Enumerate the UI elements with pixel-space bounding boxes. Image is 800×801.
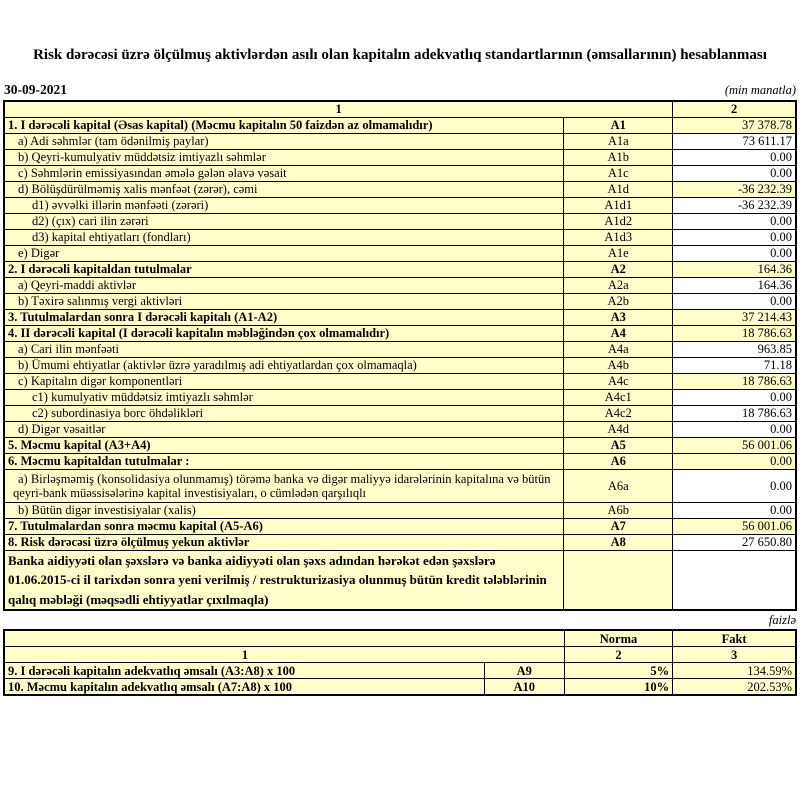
row-label: e) Digər bbox=[4, 245, 564, 261]
row-code: A4 bbox=[564, 325, 673, 341]
row-value: 0.00 bbox=[673, 453, 796, 469]
table-row bbox=[4, 133, 796, 149]
row-code: A4c2 bbox=[564, 405, 673, 421]
row-code: A5 bbox=[564, 437, 673, 453]
table-row bbox=[4, 309, 796, 325]
row-value: 18 786.63 bbox=[673, 405, 796, 421]
ratio-row-norma-value: 10% bbox=[564, 679, 672, 696]
row-label: c) Kapitalın digər komponentləri bbox=[4, 373, 564, 389]
ratio-row-code: A9 bbox=[484, 663, 564, 679]
ratio-column-number-2: 2 bbox=[564, 647, 672, 663]
row-value: 0.00 bbox=[673, 229, 796, 245]
table-row bbox=[4, 293, 796, 309]
row-value: 18 786.63 bbox=[673, 325, 796, 341]
row-value: 0.00 bbox=[673, 213, 796, 229]
row-label: d) Bölüşdürülməmiş xalis mənfəət (zərər), cəmi bbox=[4, 181, 564, 197]
row-value: 0.00 bbox=[673, 165, 796, 181]
capital-table-header-row bbox=[4, 101, 796, 118]
ratio-row-fakt-value: 202.53% bbox=[673, 679, 796, 696]
table-row bbox=[4, 550, 796, 610]
ratio-column-number-3: 3 bbox=[673, 647, 796, 663]
row-label: b) Bütün digər investisiyalar (xalis) bbox=[4, 502, 564, 518]
row-code: A1d bbox=[564, 181, 673, 197]
table-row bbox=[4, 149, 796, 165]
row-value: 0.00 bbox=[673, 469, 796, 502]
row-value: 18 786.63 bbox=[673, 373, 796, 389]
row-value: 0.00 bbox=[673, 245, 796, 261]
ratio-table-number-row bbox=[4, 647, 796, 663]
row-label: a) Birləşməmiş (konsolidasiya olunmamış) törəmə banka və digər maliyyə idarələrinin kapitalına və bütün qeyri-bank müəssisələrinə kapital investisiyaları, o cümlədən qarşılıqlı bbox=[4, 469, 564, 502]
table-row bbox=[4, 181, 796, 197]
row-code: A7 bbox=[564, 518, 673, 534]
row-code: A1c bbox=[564, 165, 673, 181]
row-value: 963.85 bbox=[673, 341, 796, 357]
row-code: A1e bbox=[564, 245, 673, 261]
row-code: A2b bbox=[564, 293, 673, 309]
row-value: 164.36 bbox=[673, 277, 796, 293]
row-code: A2 bbox=[564, 261, 673, 277]
row-code: A1 bbox=[564, 117, 673, 133]
ratio-table-row bbox=[4, 679, 796, 696]
row-value: 0.00 bbox=[673, 149, 796, 165]
row-code bbox=[564, 550, 673, 610]
table-row bbox=[4, 357, 796, 373]
row-label: b) Təxirə salınmış vergi aktivləri bbox=[4, 293, 564, 309]
table-row bbox=[4, 405, 796, 421]
row-label: d1) əvvəlki illərin mənfəəti (zərəri) bbox=[4, 197, 564, 213]
percent-note: faizlə bbox=[768, 613, 796, 627]
table-row bbox=[4, 117, 796, 133]
row-label: 1. I dərəcəli kapital (Əsas kapital) (Məcmu kapitalın 50 faizdən az olmamalıdır) bbox=[4, 117, 564, 133]
row-code: A6a bbox=[564, 469, 673, 502]
row-value: -36 232.39 bbox=[673, 181, 796, 197]
row-label: a) Adi səhmlər (tam ödənilmiş paylar) bbox=[4, 133, 564, 149]
row-code: A4c1 bbox=[564, 389, 673, 405]
capital-table bbox=[3, 100, 797, 612]
ratio-column-number-1: 1 bbox=[4, 647, 564, 663]
ratio-table-row bbox=[4, 663, 796, 679]
row-label: 3. Tutulmalardan sonra I dərəcəli kapitalı (A1-A2) bbox=[4, 309, 564, 325]
table-row bbox=[4, 469, 796, 502]
row-value: 73 611.17 bbox=[673, 133, 796, 149]
row-code: A2a bbox=[564, 277, 673, 293]
row-label: d) Digər vəsaitlər bbox=[4, 421, 564, 437]
row-label: 6. Məcmu kapitaldan tutulmalar : bbox=[4, 453, 564, 469]
row-label: b) Ümumi ehtiyatlar (aktivlər üzrə yaradılmış adi ehtiyatlardan çox olmamaqla) bbox=[4, 357, 564, 373]
row-code: A6 bbox=[564, 453, 673, 469]
table-row bbox=[4, 277, 796, 293]
row-label: c1) kumulyativ müddətsiz imtiyazlı səhmlər bbox=[4, 389, 564, 405]
ratio-row-fakt-value: 134.59% bbox=[673, 663, 796, 679]
row-label: 2. I dərəcəli kapitaldan tutulmalar bbox=[4, 261, 564, 277]
table-row bbox=[4, 534, 796, 550]
fakt-column-header: Fakt bbox=[673, 630, 796, 647]
ratio-row-code: A10 bbox=[484, 679, 564, 696]
row-code: A1b bbox=[564, 149, 673, 165]
ratio-table-header-row bbox=[4, 630, 796, 647]
row-value: 0.00 bbox=[673, 421, 796, 437]
row-value: 71.18 bbox=[673, 357, 796, 373]
meta-row bbox=[3, 82, 797, 98]
table-row bbox=[4, 325, 796, 341]
row-label: d3) kapital ehtiyatları (fondları) bbox=[4, 229, 564, 245]
unit-note: (min manatla) bbox=[724, 82, 796, 97]
table-row bbox=[4, 341, 796, 357]
column-header-2: 2 bbox=[673, 101, 796, 118]
table-row bbox=[4, 165, 796, 181]
row-label: a) Cari ilin mənfəəti bbox=[4, 341, 564, 357]
row-label: 4. II dərəcəli kapital (I dərəcəli kapitalın məbləğindən çox olmamalıdır) bbox=[4, 325, 564, 341]
table-row bbox=[4, 389, 796, 405]
row-label: 8. Risk dərəcəsi üzrə ölçülmuş yekun aktivlər bbox=[4, 534, 564, 550]
table-row bbox=[4, 453, 796, 469]
row-code: A4a bbox=[564, 341, 673, 357]
row-label: d2) (çıx) cari ilin zərəri bbox=[4, 213, 564, 229]
row-value: 0.00 bbox=[673, 389, 796, 405]
ratio-row-label: 9. I dərəcəli kapitalın adekvatlıq əmsalı (A3:A8) x 100 bbox=[4, 663, 484, 679]
row-value: 37 214.43 bbox=[673, 309, 796, 325]
row-value: 164.36 bbox=[673, 261, 796, 277]
row-code: A1d2 bbox=[564, 213, 673, 229]
row-code: A4b bbox=[564, 357, 673, 373]
row-label: 7. Tutulmalardan sonra məcmu kapital (A5-A6) bbox=[4, 518, 564, 534]
table-row bbox=[4, 502, 796, 518]
report-date: 30-09-2021 bbox=[4, 81, 67, 97]
norma-column-header: Norma bbox=[564, 630, 672, 647]
row-value: 56 001.06 bbox=[673, 518, 796, 534]
table-row bbox=[4, 518, 796, 534]
table-row bbox=[4, 373, 796, 389]
table-row bbox=[4, 245, 796, 261]
row-value: 0.00 bbox=[673, 502, 796, 518]
row-label: Banka aidiyyəti olan şəxslərə və banka aidiyyəti olan şəxs adından hərəkət edən şəxslərə 01.06.2015-ci il tarixdən sonra yeni verilmiş / restrukturizasiya olunmuş bütün kredit tələblərinin qalıq məbləği (məqsədli ehtiyyatlar çıxılmaqla) bbox=[4, 550, 564, 610]
row-code: A4d bbox=[564, 421, 673, 437]
row-label: c2) subordinasiya borc öhdəlikləri bbox=[4, 405, 564, 421]
row-label: c) Səhmlərin emissiyasından əmələ gələn əlavə vəsait bbox=[4, 165, 564, 181]
row-code: A1d1 bbox=[564, 197, 673, 213]
table-row bbox=[4, 229, 796, 245]
row-value: 56 001.06 bbox=[673, 437, 796, 453]
table-row bbox=[4, 197, 796, 213]
ratio-row-norma-value: 5% bbox=[564, 663, 672, 679]
column-header-1: 1 bbox=[4, 101, 673, 118]
row-value bbox=[673, 550, 796, 610]
table-row bbox=[4, 437, 796, 453]
ratio-row-label: 10. Məcmu kapitalın adekvatlıq əmsalı (A7:A8) x 100 bbox=[4, 679, 484, 696]
row-value: 37 378.78 bbox=[673, 117, 796, 133]
report-page bbox=[0, 44, 800, 696]
row-value: 0.00 bbox=[673, 293, 796, 309]
row-code: A1d3 bbox=[564, 229, 673, 245]
page-title: Risk dərəcəsi üzrə ölçülmuş aktivlərdən asılı olan kapitalın adekvatlıq standartlarının (əmsallarının) hesablanması bbox=[33, 47, 767, 63]
row-label: a) Qeyri-maddi aktivlər bbox=[4, 277, 564, 293]
row-label: 5. Məcmu kapital (A3+A4) bbox=[4, 437, 564, 453]
row-value: 27 650.80 bbox=[673, 534, 796, 550]
row-value: -36 232.39 bbox=[673, 197, 796, 213]
row-code: A3 bbox=[564, 309, 673, 325]
ratio-header-empty-cell bbox=[4, 630, 564, 647]
row-label: b) Qeyri-kumulyativ müddətsiz imtiyazlı səhmlər bbox=[4, 149, 564, 165]
row-code: A4c bbox=[564, 373, 673, 389]
table-row bbox=[4, 261, 796, 277]
row-code: A1a bbox=[564, 133, 673, 149]
row-code: A8 bbox=[564, 534, 673, 550]
row-code: A6b bbox=[564, 502, 673, 518]
adequacy-ratio-table bbox=[3, 629, 797, 696]
table-row bbox=[4, 421, 796, 437]
table-row bbox=[4, 213, 796, 229]
